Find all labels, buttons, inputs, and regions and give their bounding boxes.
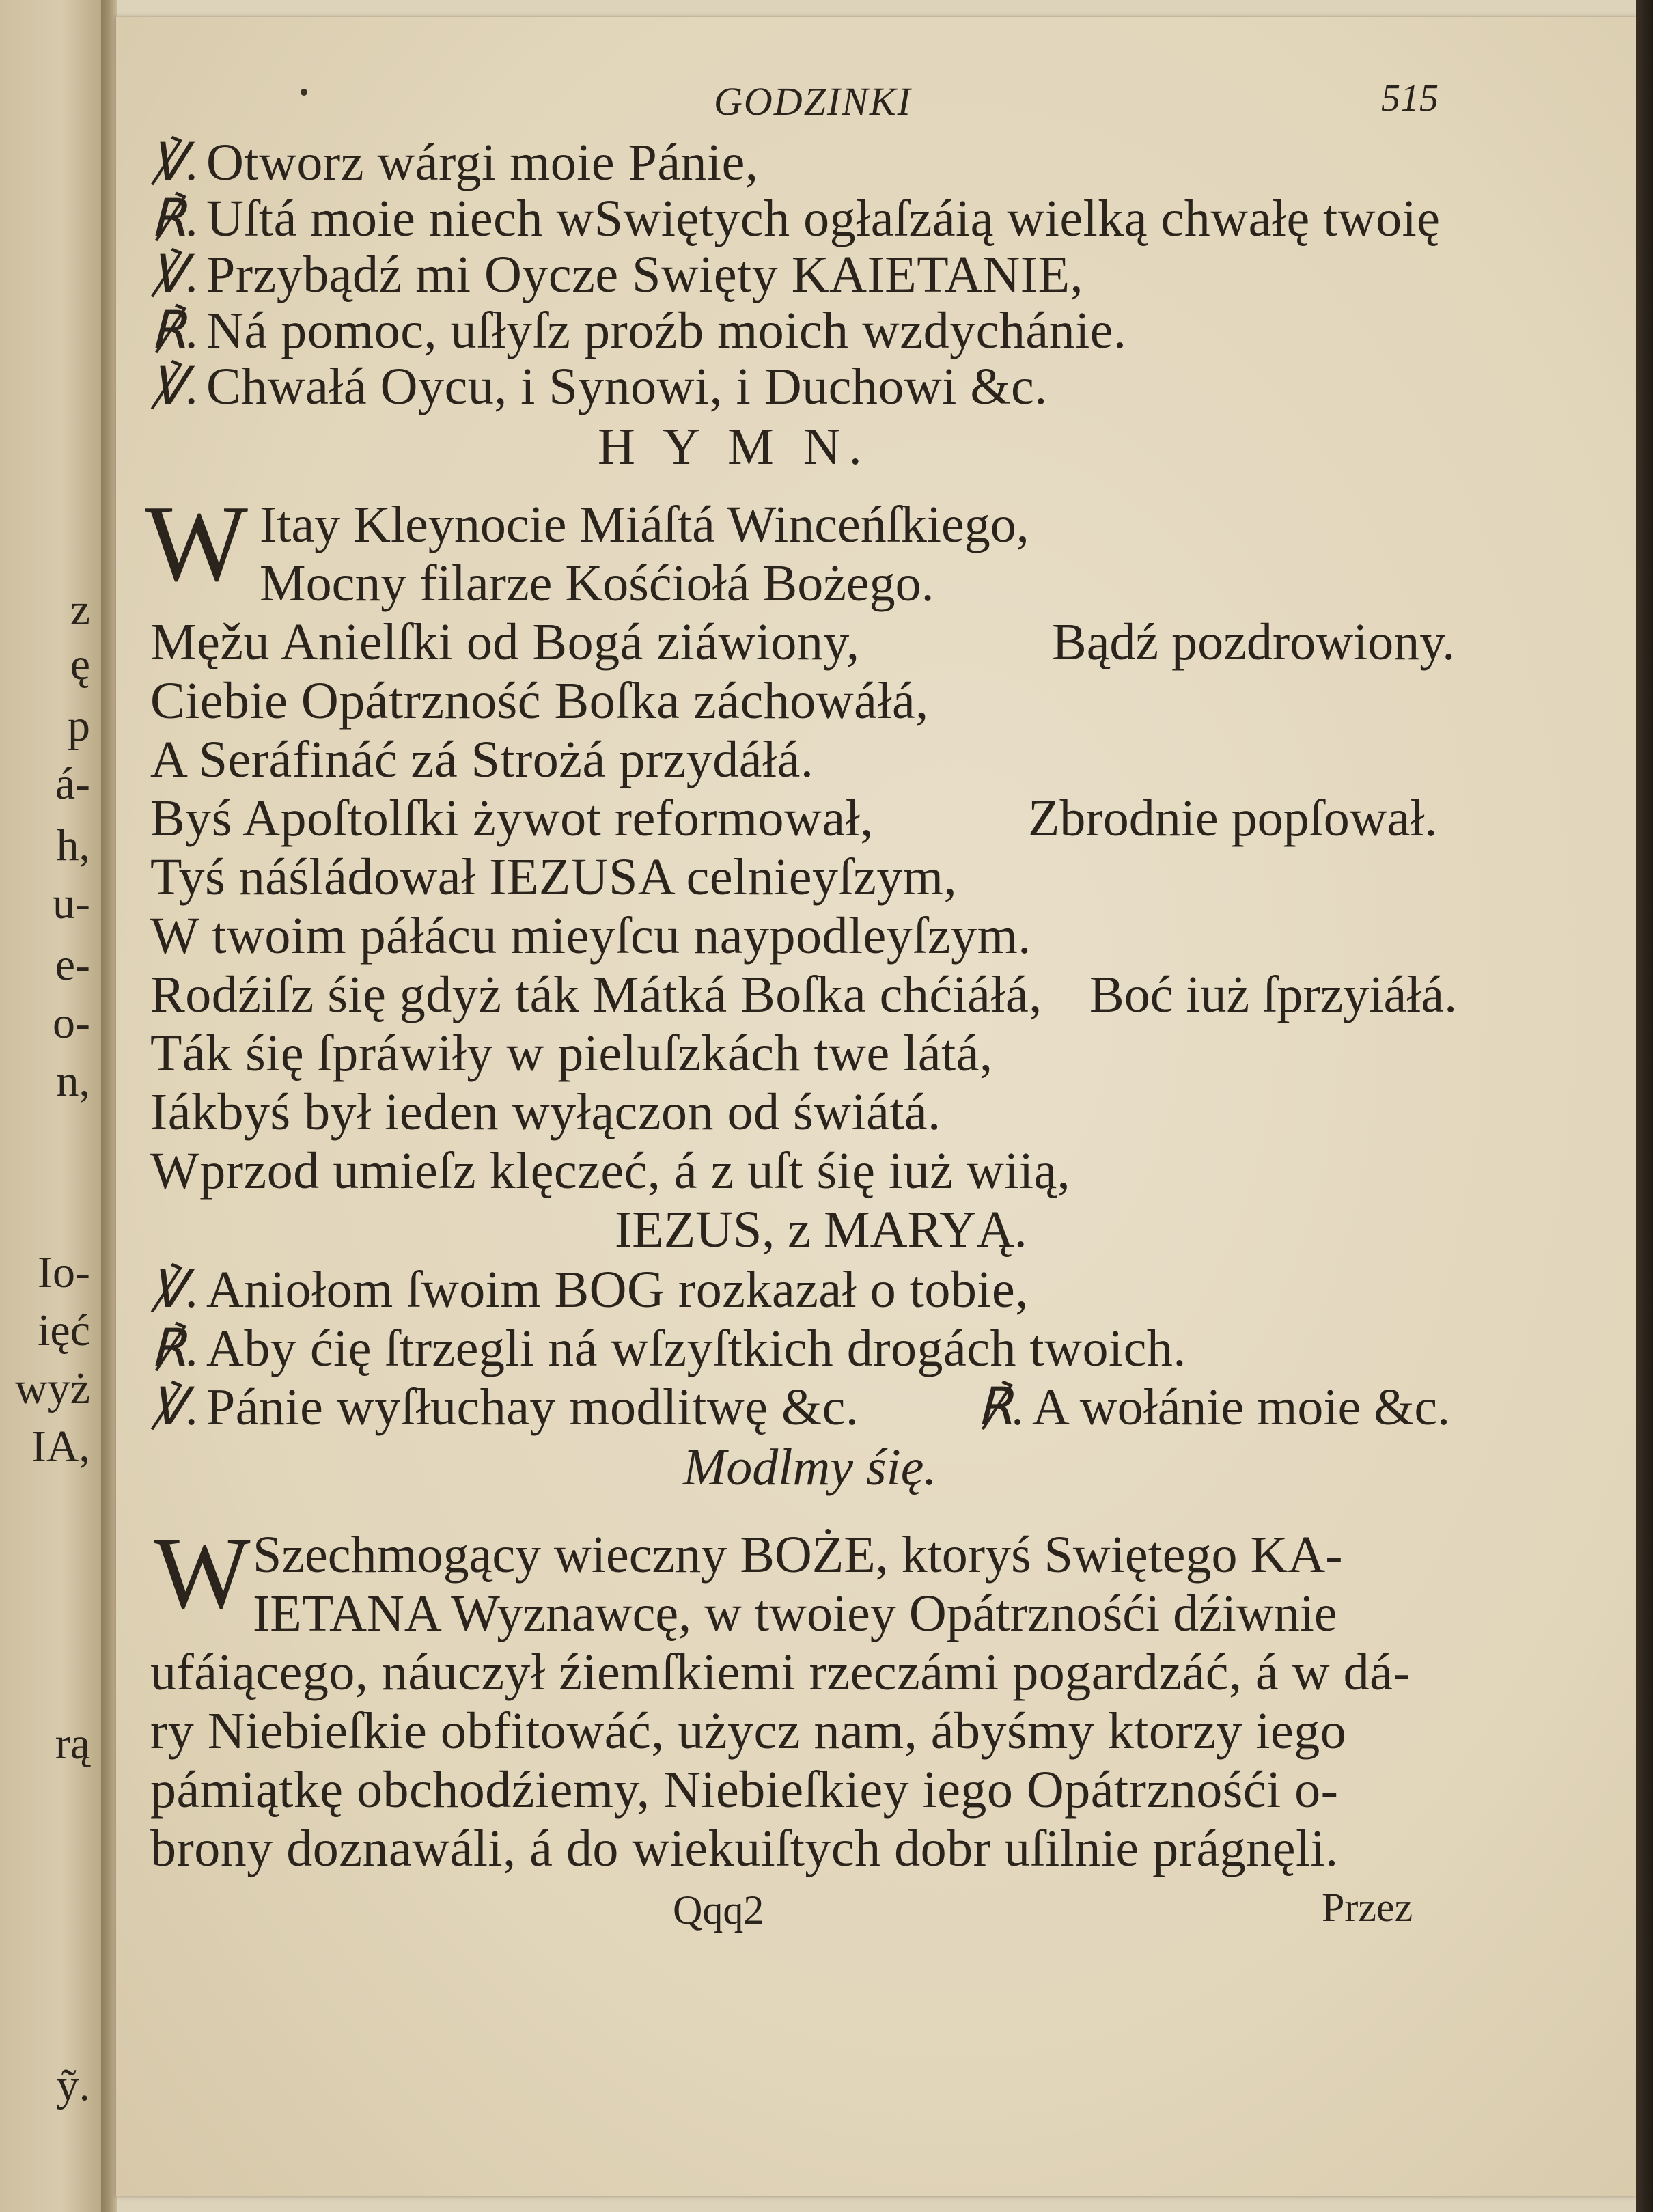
hymn-refrain: Bądź pozdrowiony. [1052, 613, 1456, 671]
facing-page-fragment: e- [55, 940, 90, 990]
prayer-title: Modlmy śię. [683, 1439, 937, 1496]
facing-page-fragment: ę [70, 639, 90, 689]
facing-page-text [0, 0, 102, 2212]
facing-page-fragment: ięć [38, 1305, 90, 1355]
prayer-line: brony doznawáli, á do wiekuiſtych dobr uſilnie prágnęli. [150, 1820, 1339, 1877]
facing-page-fragment: wyż [15, 1364, 90, 1413]
versicle-line: ℣. Otworz wárgi moie Pánie, [150, 134, 759, 191]
facing-page-fragment: ỹ. [56, 2060, 90, 2110]
signature-mark: Qqq2 [673, 1888, 764, 1933]
hymn-line: A Seráfináć zá Strożá przydáłá. [150, 731, 814, 788]
prayer-line: IETANA Wyznawcę, w twoiey Opátrznośći dźiwnie [253, 1585, 1337, 1642]
page-edge-shadow [1636, 0, 1653, 2212]
ink-dot [301, 89, 307, 96]
facing-page-fragment: z [70, 585, 90, 635]
hymn-refrain: Zbrodnie popſował. [1028, 790, 1438, 847]
prayer-line: Szechmogący wieczny BOŻE, ktoryś Swiętego KA- [253, 1526, 1343, 1584]
hymn-line: Tyś náśládował IEZUSA celnieyſzym, [150, 848, 957, 906]
hymn-first-line: Itay Kleynocie Miáſtá Winceńſkiego, [260, 496, 1029, 553]
versicle-line: ℣. Aniołom ſwoim BOG rozkazał o tobie, [150, 1261, 1029, 1318]
prayer-line: ufáiącego, náuczył źiemſkiemi rzeczámi pogardzáć, á w dá- [150, 1644, 1411, 1701]
facing-page-fragment: IA, [31, 1422, 90, 1471]
hymn-line: Iákbyś był ieden wyłączon od świátá. [150, 1083, 941, 1141]
facing-page-fragment: o- [53, 998, 90, 1048]
response-line: ℟. Aby ćię ſtrzegli ná wſzyſtkich drogách twoich. [150, 1320, 1186, 1377]
prayer-line: pámiątkę obchodźiemy, Niebieſkiey iego Opátrznośći o- [150, 1761, 1339, 1819]
book-gutter [101, 0, 117, 2212]
facing-page-fragment: á- [55, 759, 90, 809]
hymn-line: W twoim páłácu mieyſcu naypodleyſzym. [150, 907, 1031, 965]
running-title: GODZINKI [714, 79, 912, 124]
facing-page-fragment: h, [56, 820, 90, 870]
hymn-line: Ciebie Opátrzność Boſka záchowáłá, [150, 672, 929, 730]
prayer-line: ry Niebieſkie obfitowáć, użycz nam, ábyśmy ktorzy iego [150, 1702, 1347, 1760]
response-line: ℟. Uſtá moie niech wSwiętych ogłaſzáią wielką chwałę twoię [150, 190, 1441, 247]
hymn-line: Ták śię ſpráwiły w pieluſzkách twe látá, [150, 1025, 993, 1082]
response-line: ℟. A wołánie moie &c. [977, 1379, 1451, 1436]
hymn-drop-cap: W [145, 482, 249, 604]
hymn-line: Męžu Anielſki od Bogá ziáwiony, [150, 613, 860, 671]
facing-page-fragment: u- [53, 879, 90, 928]
facing-page-fragment: rą [55, 1719, 90, 1769]
hymn-line: Wprzod umieſz klęczeć, á z uſt śię iuż wiią, [150, 1142, 1071, 1200]
hymn-second-line: Mocny filarze Kośćiołá Bożego. [260, 555, 934, 612]
facing-page-fragment: Io- [38, 1247, 90, 1297]
hymn-closing: IEZUS, z MARYĄ. [615, 1201, 1027, 1258]
response-line: ℟. Ná pomoc, uſłyſz proźb moich wzdychánie. [150, 302, 1127, 359]
facing-page-fragment: n, [56, 1056, 90, 1106]
versicle-line: ℣. Pánie wyſłuchay modlitwę &c. [150, 1379, 859, 1436]
prayer-drop-cap: W [154, 1517, 251, 1630]
facing-page-fragment: p [68, 701, 90, 751]
versicle-line: ℣. Chwałá Oycu, i Synowi, i Duchowi &c. [150, 358, 1048, 415]
catchword: Przez [1322, 1885, 1413, 1930]
hymn-heading: H Y M N. [598, 418, 870, 475]
page-number: 515 [1381, 77, 1439, 120]
hymn-line: Rodźiſz śię gdyż ták Mátká Boſka chćiáłá, [150, 966, 1042, 1023]
hymn-line: Byś Apoſtolſki żywot reformował, [150, 790, 874, 847]
hymn-refrain: Boć iuż ſprzyiáłá. [1089, 966, 1458, 1023]
versicle-line: ℣. Przybądź mi Oycze Swięty KAIETANIE, [150, 246, 1084, 303]
